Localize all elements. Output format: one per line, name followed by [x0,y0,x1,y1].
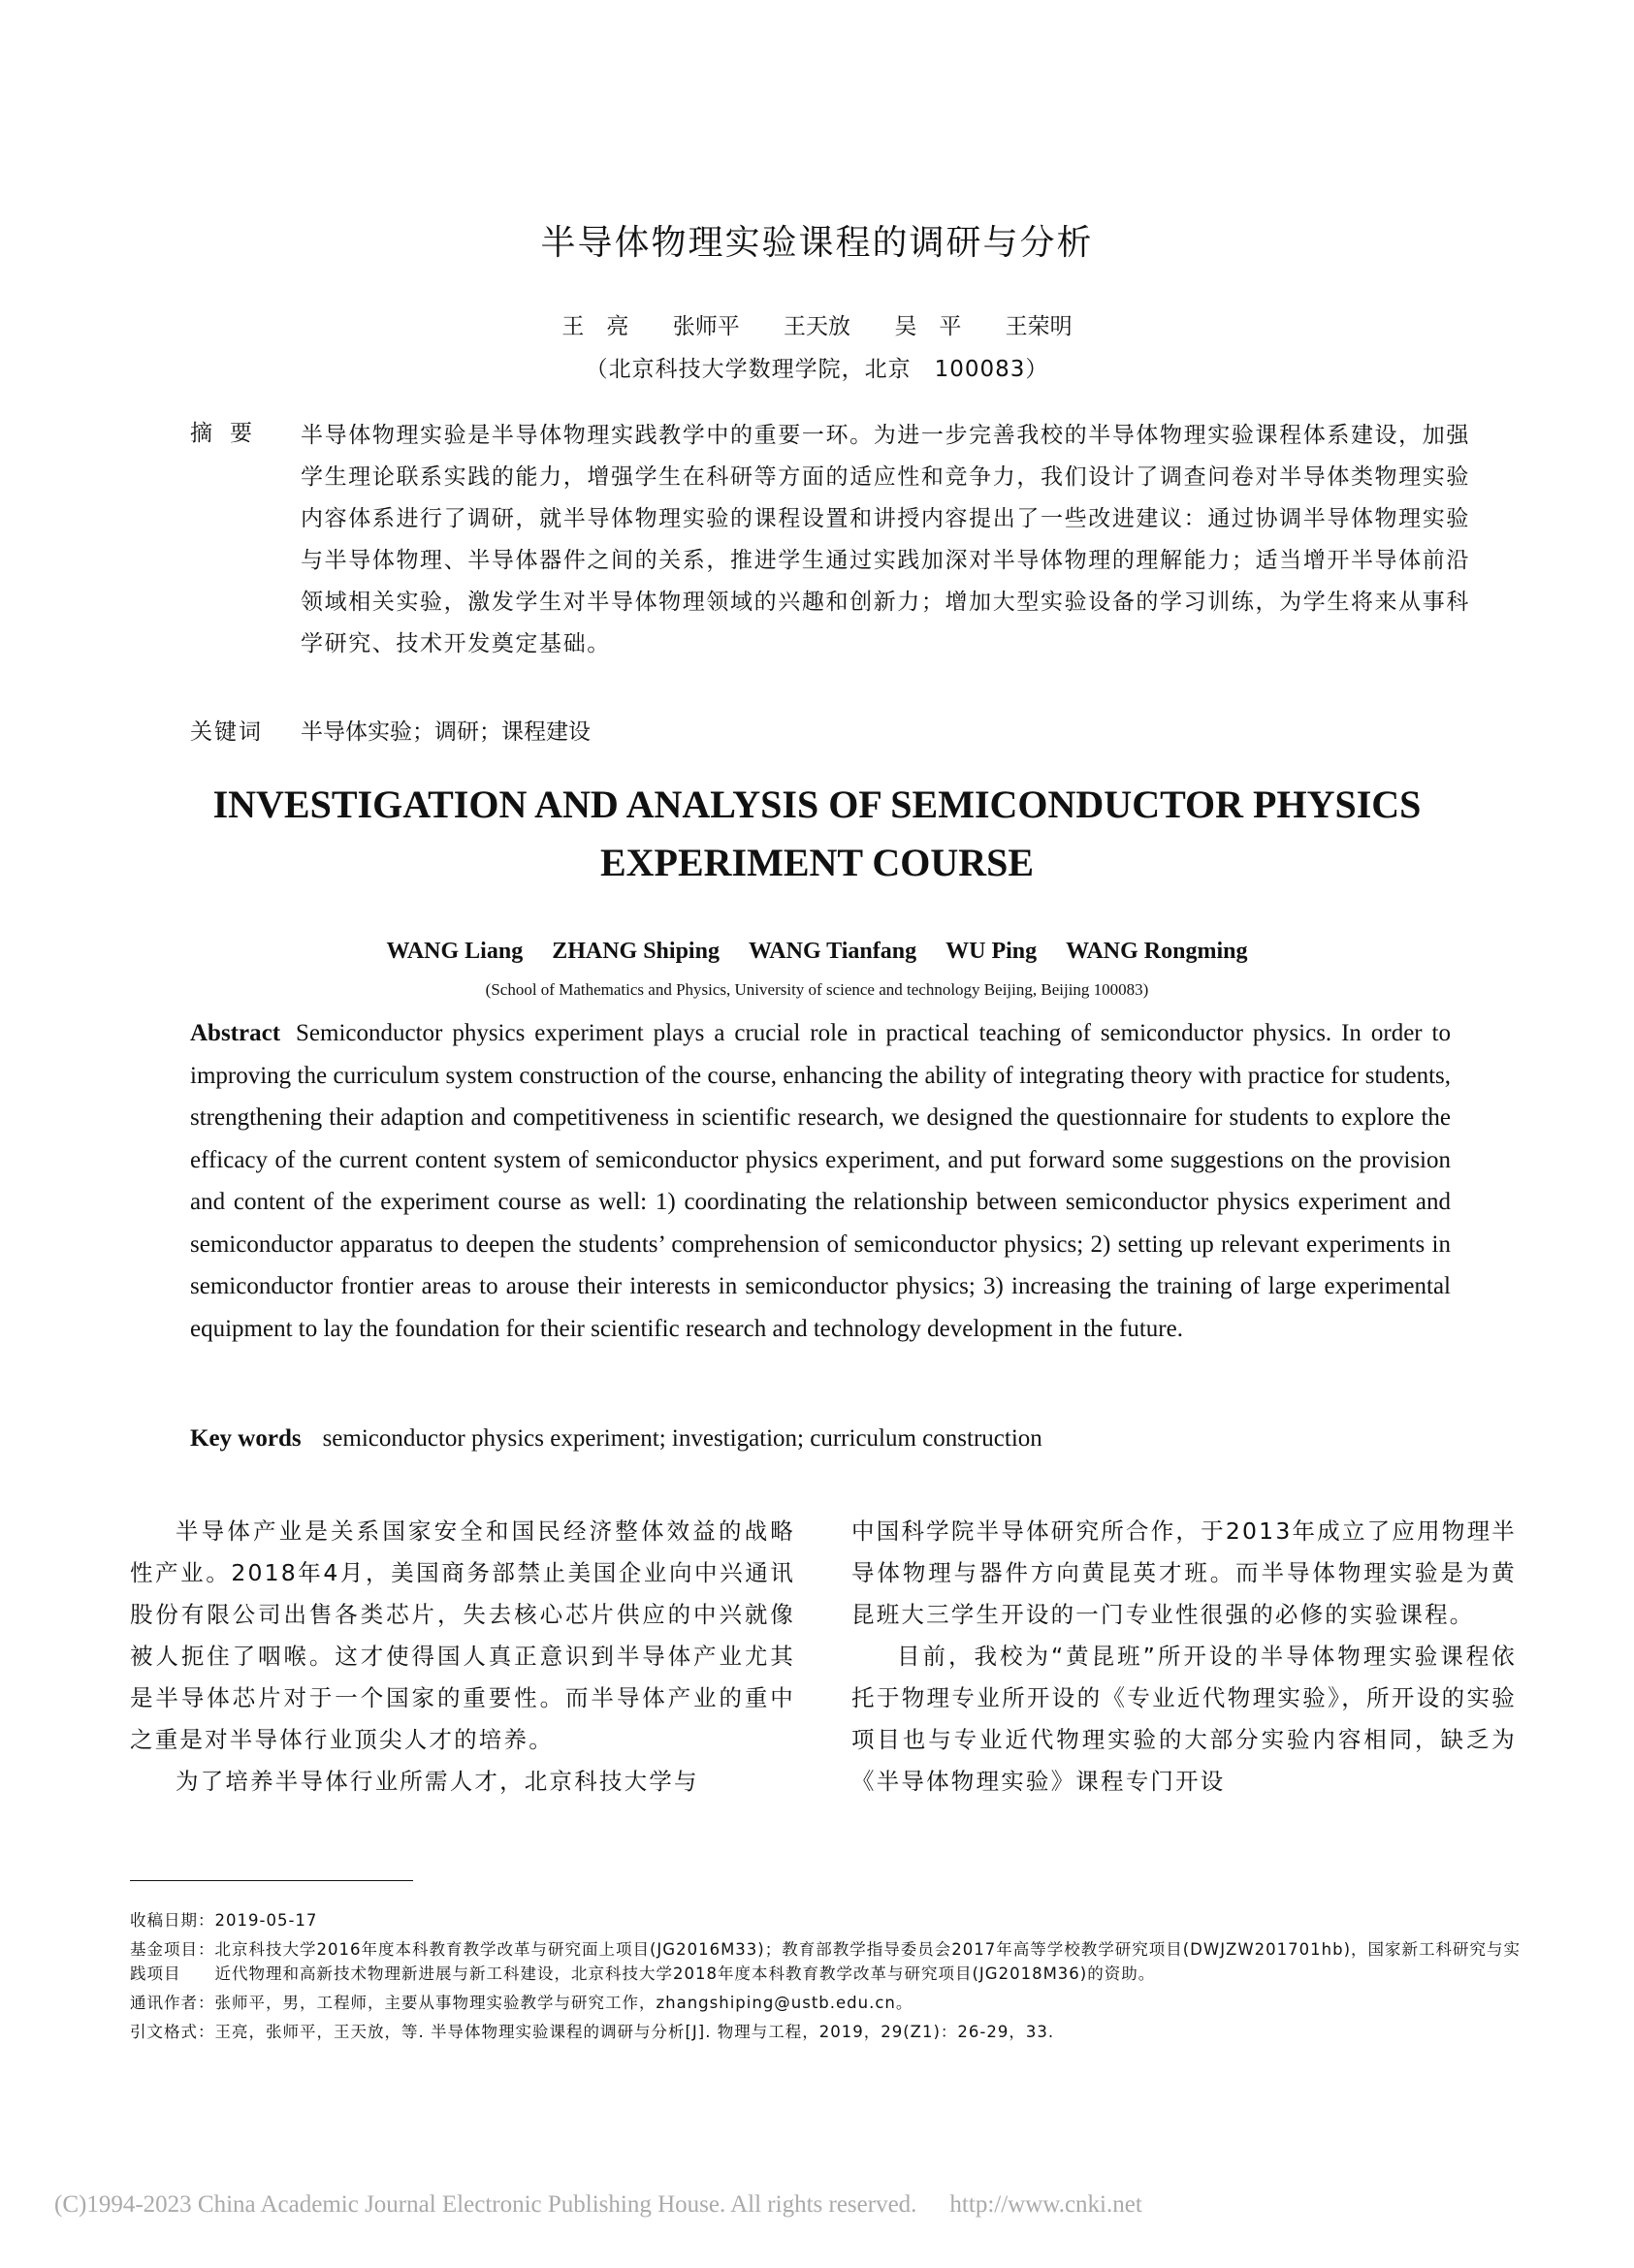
footnotes [130,1908,1526,2049]
body-paragraph: 为了培养半导体行业所需人才，北京科技大学与 [176,1768,699,1795]
keywords-label-en: Key words [190,1425,302,1452]
author-name: 王天放 [784,314,850,339]
author-name: 吴 平 [894,314,962,339]
paper-title-en [126,776,1508,892]
abstract-label-en: Abstract [190,1020,281,1046]
keywords-cn [190,714,591,746]
paper-title-en-line1: INVESTIGATION AND ANALYSIS OF SEMICONDUCTOR PHYSICS [212,783,1422,826]
footnote-citation: 引文格式：王亮，张师平，王天放，等. 半导体物理实验课程的调研与分析[J]. 物理与工程，2019，29(Z1)：26-29，33. [130,2023,1055,2041]
affiliation-cn: （北京科技大学数理学院，北京 100083） [585,357,1049,382]
keywords-en [190,1425,1042,1453]
author-name: 王 亮 [561,314,629,339]
body-column-right [851,1511,1517,1803]
footnote-funding: 基金项目：北京科技大学2016年度本科教育教学改革与研究面上项目(JG2016M33)；教育部教学指导委员会2017年高等学校教学研究项目(DWJZW201701hb)，国家新工科研究与实践项目 近代物理和高新技术物理新进展与新工科建设，北京科技大学2018年度本科教育教学改革与研究项目(JG2018M36)的资助。 [130,1940,1522,1983]
keywords-text-cn: 半导体实验；调研；课程建设 [301,719,591,745]
body-paragraph: 半导体产业是关系国家安全和国民经济整体效益的战略性产业。2018年4月，美国商务部禁止美国企业向中兴通讯股份有限公司出售各类芯片，失去核心芯片供应的中兴就像被人扼住了咽喉。这才使得国人真正意识到半导体产业尤其是半导体芯片对于一个国家的重要性。而半导体产业的重中之重是对半导体行业顶尖人才的培养。 [130,1517,795,1753]
copyright-footer [54,2191,1142,2219]
author-name-en: WU Ping [945,939,1038,964]
author-name-en: WANG Tianfang [748,939,917,964]
footnote-received: 收稿日期：2019-05-17 [130,1911,318,1930]
keywords-label-cn: 关键词 [190,719,263,745]
cnki-link[interactable]: http://www.cnki.net [949,2191,1142,2218]
affiliation-en: (School of Mathematics and Physics, University of science and technology Beijing, Beijing 100083) [485,980,1149,999]
abstract-en [190,1012,1451,1350]
author-list-cn [0,308,1634,340]
body-paragraph: 目前，我校为“黄昆班”所开设的半导体物理实验课程依托于物理专业所开设的《专业近代物理实验》，所开设的实验项目也与专业近代物理实验的大部分实验内容相同，缺乏为《半导体物理实验》课程专门开设 [851,1643,1517,1795]
footnote-corresponding-author: 通讯作者：张师平，男，工程师，主要从事物理实验教学与研究工作，zhangshiping@ustb.edu.cn。 [130,1994,913,2012]
author-name: 王荣明 [1005,314,1073,339]
keywords-text-en: semiconductor physics experiment; investigation; curriculum construction [322,1425,1042,1452]
author-name-en: WANG Liang [386,939,524,964]
paper-title-cn: 半导体物理实验课程的调研与分析 [540,223,1094,263]
author-list-en [0,939,1634,965]
author-name-en: WANG Rongming [1066,939,1248,964]
copyright-text: (C)1994-2023 China Academic Journal Electronic Publishing House. All rights reserved. [54,2191,917,2218]
author-name: 张师平 [672,314,740,339]
abstract-label-cn: 摘要 [190,421,270,446]
body-paragraph: 中国科学院半导体研究所合作，于2013年成立了应用物理半导体物理与器件方向黄昆英才班。而半导体物理实验是为黄昆班大三学生开设的一门专业性很强的必修的实验课程。 [851,1517,1517,1628]
author-name-en: ZHANG Shiping [552,939,720,964]
abstract-text-cn: 半导体物理实验是半导体物理实践教学中的重要一环。为进一步完善我校的半导体物理实验课程体系建设，加强学生理论联系实践的能力，增强学生在科研等方面的适应性和竞争力，我们设计了调查问卷对半导体类物理实验内容体系进行了调研，就半导体物理实验的课程设置和讲授内容提出了一些改进建议：通过协调半导体物理实验与半导体物理、半导体器件之间的关系，推进学生通过实践加深对半导体物理的理解能力；适当增开半导体前沿领域相关实验，激发学生对半导体物理领域的兴趣和创新力；增加大型实验设备的学习训练，为学生将来从事科学研究、技术开发奠定基础。 [301,423,1470,656]
body-column-left [130,1511,795,1803]
abstract-cn [190,415,1470,665]
paper-title-en-line2: EXPERIMENT COURSE [599,841,1035,884]
footnote-divider [130,1880,413,1881]
abstract-text-en: Semiconductor physics experiment plays a crucial role in practical teaching of semiconductor physics. In order to improving the curriculum system construction of the course, enhancing the ability of integrating theory with practice for students, strengthening their adaption and competitiveness in scientific research, we designed the questionnaire for students to explore the efficacy of the current content system of semiconductor physics experiment, and put forward some suggestions on the provision and content of the experiment course as well: 1) coordinating the relationship between semiconductor physics experiment and semiconductor apparatus to deepen the students’ comprehension of semiconductor physics; 2) setting up relevant experiments in semiconductor frontier areas to arouse their interests in semiconductor physics; 3) increasing the training of large experimental equipment to lay the foundation for their scientific research and technology development in the future. [190,1020,1451,1342]
